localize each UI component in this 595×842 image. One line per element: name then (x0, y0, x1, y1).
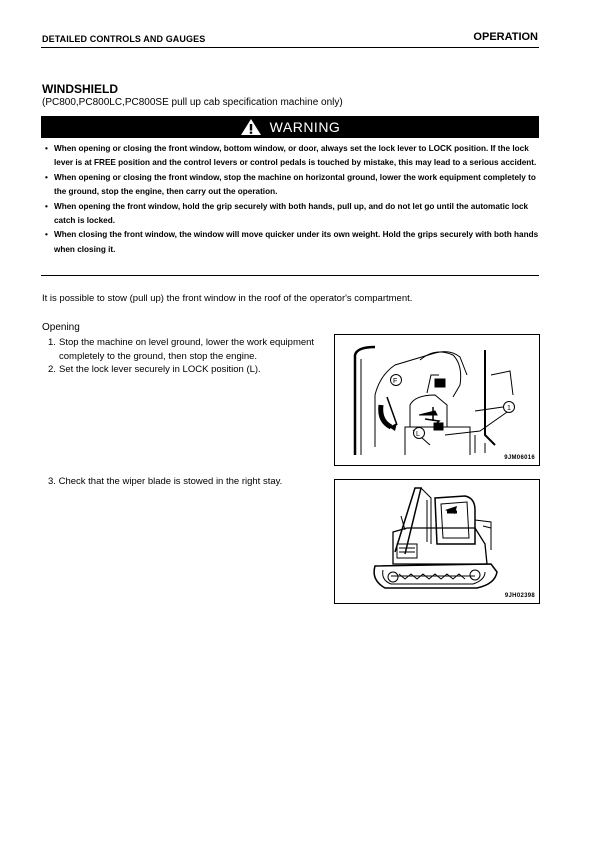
opening-heading: Opening (42, 322, 80, 333)
opening-steps (48, 336, 338, 377)
warning-item (45, 171, 539, 200)
step-text: Set the lock lever securely in LOCK position (L). (59, 364, 261, 375)
step-number: 2. (48, 364, 56, 375)
header-divider (41, 47, 539, 48)
figure-code: 9JM06016 (504, 455, 535, 461)
step-item (48, 336, 338, 363)
section-label: DETAILED CONTROLS AND GAUGES (42, 34, 206, 44)
warning-item (45, 200, 539, 229)
bullet-icon: • (45, 144, 48, 153)
warning-banner (41, 116, 539, 138)
warning-label: WARNING (269, 119, 341, 135)
warning-divider (41, 275, 539, 276)
bullet-icon: • (45, 201, 48, 211)
figure-label-lock: L (416, 431, 420, 438)
warning-list (45, 142, 539, 257)
warning-item (45, 142, 539, 171)
step-text: Stop the machine on level ground, lower the work equipment completely to the ground, then stop the engine. (59, 337, 315, 362)
lock-lever-illustration (335, 335, 539, 465)
intro-text: It is possible to stow (pull up) the front window in the roof of the operator's compartment. (42, 293, 413, 304)
warning-item-text: When closing the front window, the window will move quicker under its own weight. Hold the grips securely with both hands when closing it. (54, 230, 539, 254)
step-number: 1. (48, 337, 56, 348)
step-text: Check that the wiper blade is stowed in the right stay. (58, 476, 283, 487)
bullet-icon: • (45, 230, 48, 240)
figure-label-part: 1 (507, 405, 511, 412)
warning-item-text: When opening the front window, hold the grip securely with both hands, pull up, and do not let go until the automatic lock catch is locked. (54, 201, 529, 226)
warning-icon (240, 118, 262, 136)
warning-item (45, 228, 539, 257)
figure-label-free: F (393, 378, 398, 385)
figure-excavator (334, 479, 540, 604)
warning-item-text: When opening or closing the front window, bottom window, or door, always set the lock lever to LOCK position. If the lock lever is at FREE position and the control levers or control pedals is touched by mistake, this may lead to a serious accident. (54, 144, 537, 168)
figure-code: 9JH02398 (504, 593, 535, 599)
step-item (48, 476, 282, 487)
warning-item-text: When opening or closing the front window, stop the machine on horizontal ground, lower the work equipment completely to the ground, stop the engine, then carry out the operation. (54, 172, 536, 197)
section-title: WINDSHIELD (42, 82, 118, 96)
figure-lock-lever (334, 334, 540, 466)
bullet-icon: • (45, 172, 48, 182)
section-subtitle: (PC800,PC800LC,PC800SE pull up cab specification machine only) (42, 97, 343, 108)
excavator-illustration (335, 480, 539, 603)
step-number: 3. (48, 476, 56, 487)
chapter-label: OPERATION (473, 31, 538, 43)
step-item (48, 363, 338, 377)
